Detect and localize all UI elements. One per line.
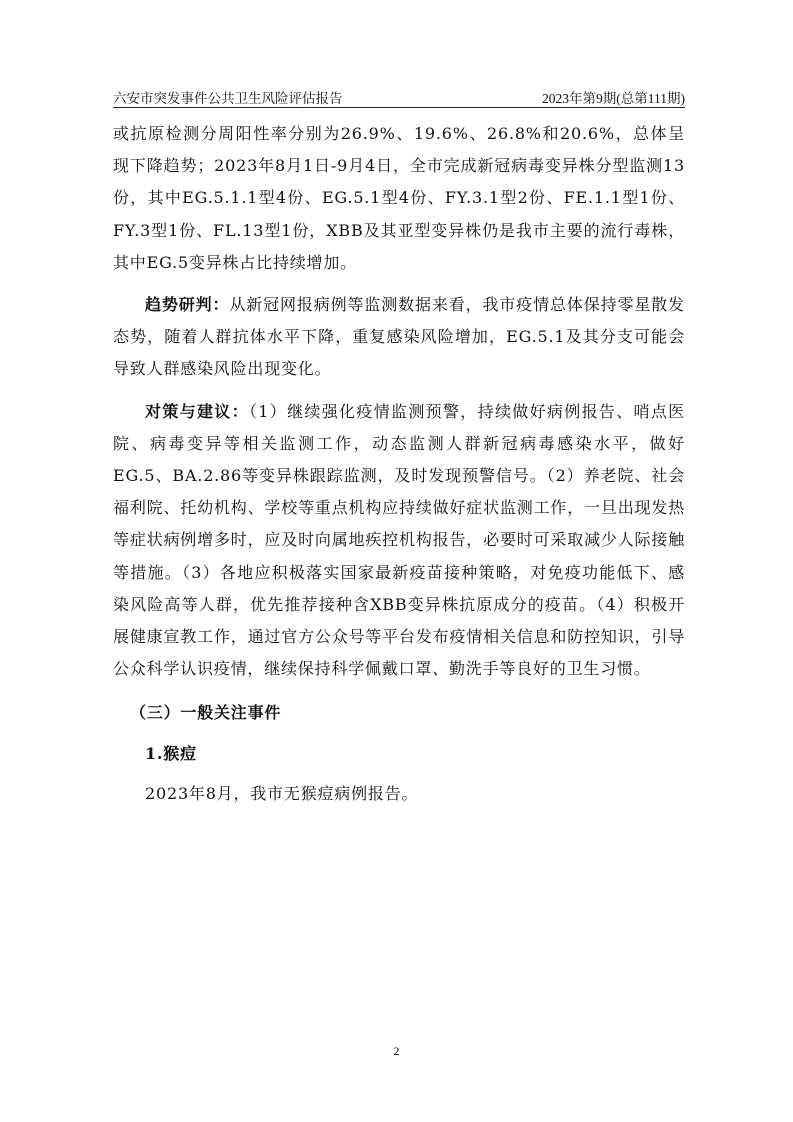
header-issue: 2023年第9期(总第111期) <box>542 91 685 106</box>
paragraph-trend <box>113 289 685 386</box>
paragraph-surveillance: 或抗原检测分周阳性率分别为26.9%、19.6%、26.8%和20.6%，总体呈现下降趋势；2023年8月1日-9月4日，全市完成新冠病毒变异株分型监测13份，其中EG.5.1.1型4份、EG.5.1型4份、FY.3.1型2份、FE.1.1型1份、FY.3型1份、FL.13型1份，XBB及其亚型变异株仍是我市主要的流行毒株，其中EG.5变异株占比持续增加。 <box>113 124 685 272</box>
trend-label: 趋势研判： <box>145 295 230 315</box>
paragraph-recommendations <box>113 396 685 686</box>
trend-text: 从新冠网报病例等监测数据来看，我市疫情总体保持零星散发态势，随着人群抗体水平下降，重复感染风险增加，EG.5.1及其分支可能会导致人群感染风险出现变化。 <box>113 295 685 379</box>
document-body <box>113 118 685 810</box>
paragraph-mpox: 2023年8月，我市无猴痘病例报告。 <box>145 783 419 803</box>
page-number: 2 <box>393 1044 400 1058</box>
section-title: （三）一般关注事件 <box>130 703 282 723</box>
header-divider <box>113 107 685 108</box>
subsection-title: 1.猴痘 <box>145 743 197 763</box>
recommendations-label: 对策与建议： <box>145 401 249 421</box>
page-header <box>113 84 685 106</box>
recommendations-text: （1）继续强化疫情监测预警，持续做好病例报告、哨点医院、病毒变异等相关监测工作，动态监测人群新冠病毒感染水平，做好EG.5、BA.2.86等变异株跟踪监测，及时发现预警信号。（2）养老院、社会福利院、托幼机构、学校等重点机构应持续做好症状监测工作，一旦出现发热等症状病例增多时，应及时向属地疾控机构报告，必要时可采取减少人际接触等措施。（3）各地应积极落实国家最新疫苗接种策略，对免疫功能低下、感染风险高等人群，优先推荐接种含XBB变异株抗原成分的疫苗。（4）积极开展健康宣教工作，通过官方公众号等平台发布疫情相关信息和防控知识，引导公众科学认识疫情，继续保持科学佩戴口罩、勤洗手等良好的卫生习惯。 <box>113 401 685 679</box>
header-title: 六安市突发事件公共卫生风险评估报告 <box>113 91 343 106</box>
